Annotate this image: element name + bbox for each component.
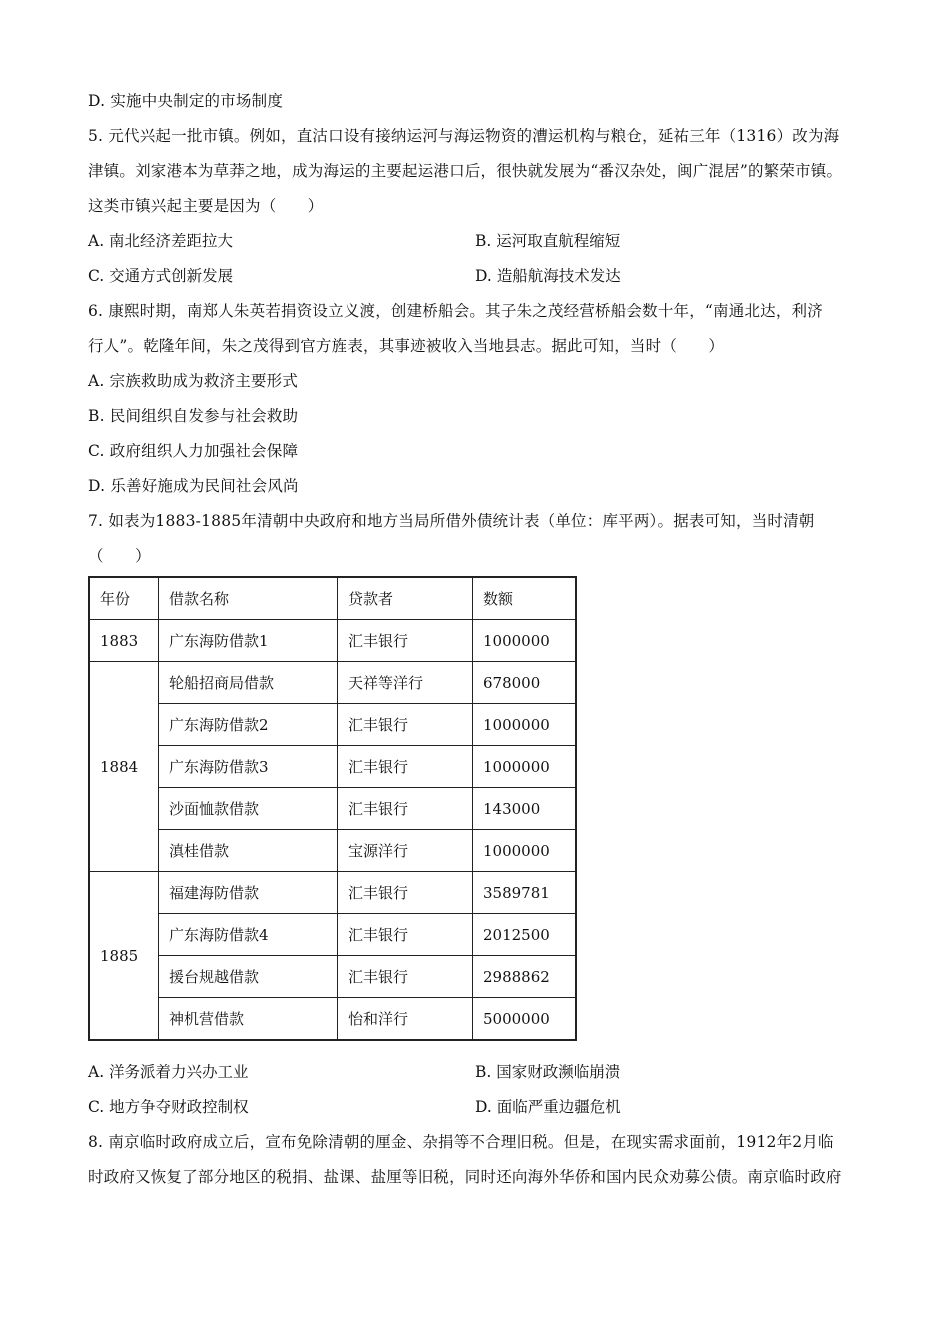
q7-options-row-2 <box>88 1090 878 1125</box>
loan-name-cell: 神机营借款 <box>159 998 338 1041</box>
q7-option-b[interactable]: B. 国家财政濒临崩溃 <box>475 1063 621 1081</box>
q5-option-b[interactable]: B. 运河取直航程缩短 <box>475 232 621 250</box>
table-row <box>89 998 576 1041</box>
loan-name-cell: 广东海防借款3 <box>159 746 338 788</box>
loan-name-cell: 广东海防借款4 <box>159 914 338 956</box>
q7-option-c[interactable]: C. 地方争夺财政控制权 <box>88 1098 249 1116</box>
table-row <box>89 872 576 914</box>
q7-option-a[interactable]: A. 洋务派着力兴办工业 <box>88 1063 249 1081</box>
lender-cell: 汇丰银行 <box>338 788 473 830</box>
q6-option-d[interactable]: D. 乐善好施成为民间社会风尚 <box>88 477 299 495</box>
table-row <box>89 914 576 956</box>
q5-stem-line-2: 津镇。刘家港本为草莽之地，成为海运的主要起运港口后，很快就发展为“番汉杂处，闽广混居”的繁荣市镇。 <box>88 162 843 180</box>
q5-stem-line-1: 5. 元代兴起一批市镇。例如，直沽口设有接纳运河与海运物资的漕运机构与粮仓，延祐三年（1316）改为海 <box>88 127 840 145</box>
q6-stem-line-1: 6. 康熙时期，南郑人朱英若捐资设立义渡，创建桥船会。其子朱之茂经营桥船会数十年，“南通北达，利济 <box>88 302 823 320</box>
header-amount: 数额 <box>473 577 577 620</box>
table-row <box>89 956 576 998</box>
amount-cell: 2988862 <box>473 956 577 998</box>
q6-option-c[interactable]: C. 政府组织人力加强社会保障 <box>88 442 299 460</box>
amount-cell: 1000000 <box>473 620 577 662</box>
header-lender: 贷款者 <box>338 577 473 620</box>
q6-stem-line-2: 行人”。乾隆年间，朱之茂得到官方旌表，其事迹被收入当地县志。据此可知，当时（ ） <box>88 337 725 355</box>
amount-cell: 1000000 <box>473 746 577 788</box>
lender-cell: 宝源洋行 <box>338 830 473 872</box>
year-cell: 1885 <box>89 872 159 1041</box>
year-cell: 1883 <box>89 620 159 662</box>
q6-option-a[interactable]: A. 宗族救助成为救济主要形式 <box>88 372 299 390</box>
q7-options-row-1 <box>88 1055 878 1090</box>
loan-name-cell: 轮船招商局借款 <box>159 662 338 704</box>
amount-cell: 3589781 <box>473 872 577 914</box>
q5-option-c[interactable]: C. 交通方式创新发展 <box>88 267 234 285</box>
loan-name-cell: 援台规越借款 <box>159 956 338 998</box>
q7-stem-line-1: 7. 如表为1883-1885年清朝中央政府和地方当局所借外债统计表（单位：库平两）。据表可知，当时清朝 <box>88 512 815 530</box>
question-8 <box>88 1125 878 1195</box>
loan-name-cell: 广东海防借款1 <box>159 620 338 662</box>
header-year: 年份 <box>89 577 159 620</box>
lender-cell: 汇丰银行 <box>338 746 473 788</box>
header-loan-name: 借款名称 <box>159 577 338 620</box>
loan-name-cell: 沙面恤款借款 <box>159 788 338 830</box>
q7-option-d[interactable]: D. 面临严重边疆危机 <box>475 1098 621 1116</box>
table-row <box>89 788 576 830</box>
table-row <box>89 620 576 662</box>
loan-name-cell: 福建海防借款 <box>159 872 338 914</box>
q5-option-a[interactable]: A. 南北经济差距拉大 <box>88 232 234 250</box>
loan-name-cell: 滇桂借款 <box>159 830 338 872</box>
q6-option-b[interactable]: B. 民间组织自发参与社会救助 <box>88 407 299 425</box>
q8-stem-line-1: 8. 南京临时政府成立后，宣布免除清朝的厘金、杂捐等不合理旧税。但是，在现实需求面前，1912年2月临 <box>88 1133 834 1151</box>
amount-cell: 2012500 <box>473 914 577 956</box>
lender-cell: 汇丰银行 <box>338 914 473 956</box>
amount-cell: 1000000 <box>473 704 577 746</box>
lender-cell: 怡和洋行 <box>338 998 473 1041</box>
amount-cell: 1000000 <box>473 830 577 872</box>
q5-stem-line-3: 这类市镇兴起主要是因为（ ） <box>88 197 324 215</box>
q8-stem-line-2: 时政府又恢复了部分地区的税捐、盐课、盐厘等旧税，同时还向海外华侨和国内民众劝募公债。南京临时政府 <box>88 1168 842 1186</box>
q5-options-row-1 <box>88 224 878 259</box>
question-7 <box>88 504 878 1125</box>
year-cell: 1884 <box>89 662 159 872</box>
lender-cell: 汇丰银行 <box>338 956 473 998</box>
table-row <box>89 746 576 788</box>
amount-cell: 5000000 <box>473 998 577 1041</box>
loan-name-cell: 广东海防借款2 <box>159 704 338 746</box>
question-6 <box>88 294 878 504</box>
lender-cell: 汇丰银行 <box>338 620 473 662</box>
question-5 <box>88 119 878 294</box>
q4-option-d: D. 实施中央制定的市场制度 <box>88 92 284 110</box>
table-row <box>89 704 576 746</box>
loan-table <box>88 576 577 1041</box>
q5-options-row-2 <box>88 259 878 294</box>
table-row <box>89 830 576 872</box>
table-row <box>89 662 576 704</box>
table-header-row <box>89 577 576 620</box>
lender-cell: 天祥等洋行 <box>338 662 473 704</box>
q7-stem-line-2: （ ） <box>88 547 151 565</box>
exam-page <box>88 84 878 1195</box>
q5-option-d[interactable]: D. 造船航海技术发达 <box>475 267 621 285</box>
amount-cell: 678000 <box>473 662 577 704</box>
amount-cell: 143000 <box>473 788 577 830</box>
lender-cell: 汇丰银行 <box>338 872 473 914</box>
lender-cell: 汇丰银行 <box>338 704 473 746</box>
